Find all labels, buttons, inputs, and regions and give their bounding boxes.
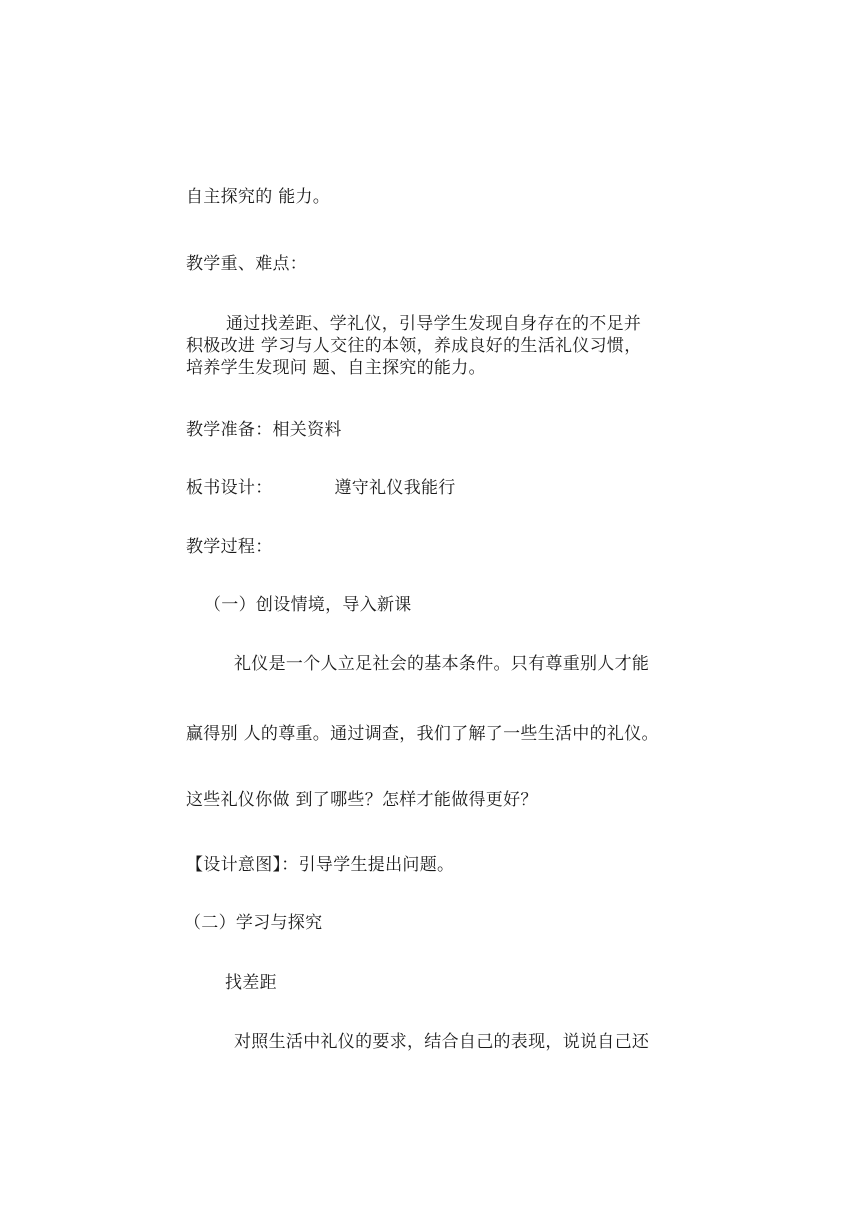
paragraph-line: 礼仪是一个人立足社会的基本条件。只有尊重别人才能: [234, 654, 650, 674]
section-2-heading: （二）学习与探究: [184, 913, 323, 933]
subheading-find-gap: 找差距: [225, 973, 277, 993]
board-design-title: 遵守礼仪我能行: [334, 478, 456, 498]
design-intent-line: 【设计意图】：引导学生提出问题。: [186, 855, 455, 875]
key-points-paragraph: [186, 313, 686, 379]
preparation-line: 教学准备：相关资料: [186, 420, 342, 440]
paragraph-line: 对照生活中礼仪的要求，结合自己的表现，说说自己还: [234, 1032, 650, 1052]
section-1-heading: （一）创设情境，导入新课: [204, 595, 412, 615]
board-design-line: [186, 477, 456, 499]
paragraph-line: 赢得别 人的尊重。通过调查，我们了解了一些生活中的礼仪。: [186, 724, 659, 744]
key-points-heading: 教学重、难点：: [186, 254, 308, 274]
text-line: 自主探究的 能力。: [186, 187, 331, 207]
paragraph-line: 通过找差距、学礼仪，引导学生发现自身存在的不足并: [226, 314, 642, 334]
board-design-label: 板书设计：: [186, 478, 273, 498]
paragraph-line: 这些礼仪你做 到了哪些？怎样才能做得更好？: [186, 790, 538, 810]
paragraph-line: 积极改进 学习与人交往的本领，养成良好的生活礼仪习惯，: [186, 336, 642, 356]
paragraph-line: 培养学生发现问 题、自主探究的能力。: [186, 358, 486, 378]
process-heading: 教学过程：: [186, 537, 273, 557]
